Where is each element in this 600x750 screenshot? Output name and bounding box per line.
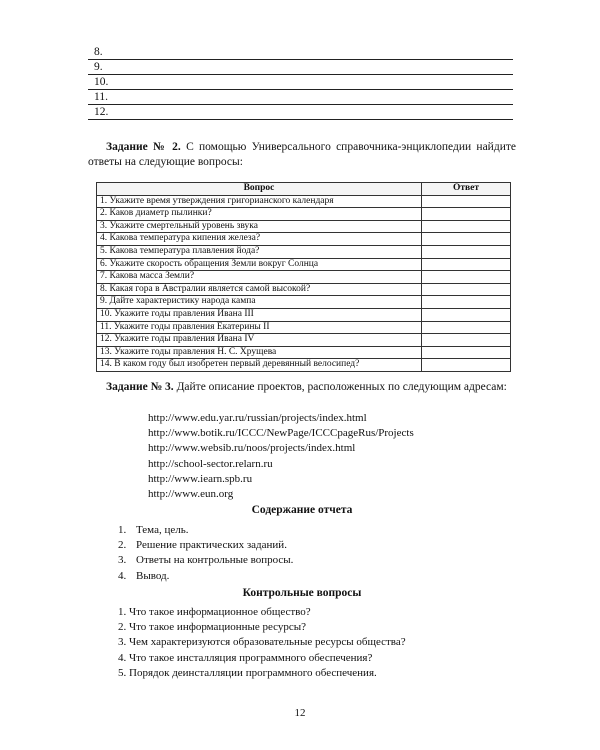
list-item: 2. Что такое информационные ресурсы? bbox=[118, 621, 307, 634]
list-item: 1. Что такое информационное общество? bbox=[118, 606, 311, 618]
list-item: 3. Чем характеризуются образовательные ресурсы общества? bbox=[118, 636, 406, 649]
list-item: 4. Что такое инсталляция программного обеспечения? bbox=[118, 651, 373, 664]
question-cell: 12. Укажите годы правления Ивана IV bbox=[97, 334, 422, 347]
answer-cell[interactable] bbox=[422, 346, 511, 359]
question-cell: 2. Каков диаметр пылинки? bbox=[97, 208, 422, 221]
list-item: 5. Порядок деинсталляции программного обеспечения. bbox=[118, 666, 377, 679]
url-item[interactable]: http://school-sector.relarn.ru bbox=[148, 457, 273, 470]
question-cell: 10. Укажите годы правления Ивана III bbox=[97, 308, 422, 321]
question-cell: 3. Укажите смертельный уровень звука bbox=[97, 220, 422, 233]
task-2-text: С помощью Универсального справочника-энциклопедии найдите ответы на следующие вопросы: bbox=[88, 141, 516, 168]
table-row bbox=[97, 296, 511, 309]
answer-cell[interactable] bbox=[422, 245, 511, 258]
report-list bbox=[118, 523, 293, 584]
question-cell: 14. В каком году был изобретен первый деревянный велосипед? bbox=[97, 359, 422, 372]
table-row bbox=[97, 271, 511, 284]
question-cell: 7. Какова масса Земли? bbox=[97, 271, 422, 284]
url-item[interactable]: http://www.eun.org bbox=[148, 488, 234, 501]
task-3-title: Задание № 3. bbox=[106, 381, 174, 393]
task-2-title: Задание № 2. bbox=[106, 141, 181, 153]
table-row bbox=[97, 245, 511, 258]
list-item: 2. Решение практических заданий. bbox=[118, 539, 287, 552]
table-row bbox=[97, 346, 511, 359]
table-row bbox=[97, 208, 511, 221]
answer-lines bbox=[88, 45, 513, 120]
answer-cell[interactable] bbox=[422, 359, 511, 372]
table-header-answer: Ответ bbox=[422, 183, 511, 196]
url-item[interactable]: http://www.botik.ru/ICCC/NewPage/ICCCpageRus/Projects bbox=[148, 427, 414, 440]
table-row bbox=[97, 308, 511, 321]
answer-cell[interactable] bbox=[422, 195, 511, 208]
answer-cell[interactable] bbox=[422, 334, 511, 347]
table-row bbox=[97, 359, 511, 372]
list-item: 3. Ответы на контрольные вопросы. bbox=[118, 554, 294, 567]
question-cell: 11. Укажите годы правления Екатерины II bbox=[97, 321, 422, 334]
report-heading: Содержание отчета bbox=[251, 504, 353, 516]
answer-cell[interactable] bbox=[422, 271, 511, 284]
answer-cell[interactable] bbox=[422, 233, 511, 246]
answer-line-12: 12. bbox=[88, 105, 513, 120]
url-item[interactable]: http://www.websib.ru/noos/projects/index.html bbox=[148, 442, 356, 455]
answer-cell[interactable] bbox=[422, 283, 511, 296]
url-list bbox=[148, 411, 414, 502]
url-item[interactable]: http://www.iearn.spb.ru bbox=[148, 472, 253, 485]
table-row bbox=[97, 220, 511, 233]
answer-line-9: 9. bbox=[88, 60, 513, 75]
page-number: 12 bbox=[294, 707, 306, 719]
table-row bbox=[97, 321, 511, 334]
list-item: 1. Тема, цель. bbox=[118, 524, 189, 536]
answer-line-8: 8. bbox=[88, 45, 513, 60]
list-item: 4. Вывод. bbox=[118, 569, 170, 582]
table-row bbox=[97, 195, 511, 208]
question-cell: 8. Какая гора в Австралии является самой высокой? bbox=[97, 283, 422, 296]
answer-line-11: 11. bbox=[88, 90, 513, 105]
answer-line-10: 10. bbox=[88, 75, 513, 90]
table-row bbox=[97, 283, 511, 296]
question-cell: 9. Дайте характеристику народа кампа bbox=[97, 296, 422, 309]
question-cell: 6. Укажите скорость обращения Земли вокруг Солнца bbox=[97, 258, 422, 271]
answer-cell[interactable] bbox=[422, 296, 511, 309]
question-cell: 13. Укажите годы правления Н. С. Хрущева bbox=[97, 346, 422, 359]
answer-cell[interactable] bbox=[422, 308, 511, 321]
table-row bbox=[97, 233, 511, 246]
answer-cell[interactable] bbox=[422, 321, 511, 334]
question-cell: 5. Какова температура плавления йода? bbox=[97, 245, 422, 258]
control-questions-heading: Контрольные вопросы bbox=[242, 587, 362, 599]
question-cell: 1. Укажите время утверждения григорианского календаря bbox=[97, 195, 422, 208]
control-questions-list bbox=[118, 605, 406, 681]
task-2-paragraph bbox=[88, 140, 516, 170]
task-3-text: Дайте описание проектов, расположенных по следующим адресам: bbox=[173, 381, 507, 393]
task-3-paragraph bbox=[88, 380, 516, 395]
url-item[interactable]: http://www.edu.yar.ru/russian/projects/index.html bbox=[148, 412, 367, 424]
answer-cell[interactable] bbox=[422, 258, 511, 271]
question-cell: 4. Какова температура кипения железа? bbox=[97, 233, 422, 246]
table-row bbox=[97, 334, 511, 347]
answer-cell[interactable] bbox=[422, 220, 511, 233]
answer-cell[interactable] bbox=[422, 208, 511, 221]
table-row bbox=[97, 258, 511, 271]
table-header-question: Вопрос bbox=[97, 183, 422, 196]
questions-table bbox=[96, 182, 511, 372]
